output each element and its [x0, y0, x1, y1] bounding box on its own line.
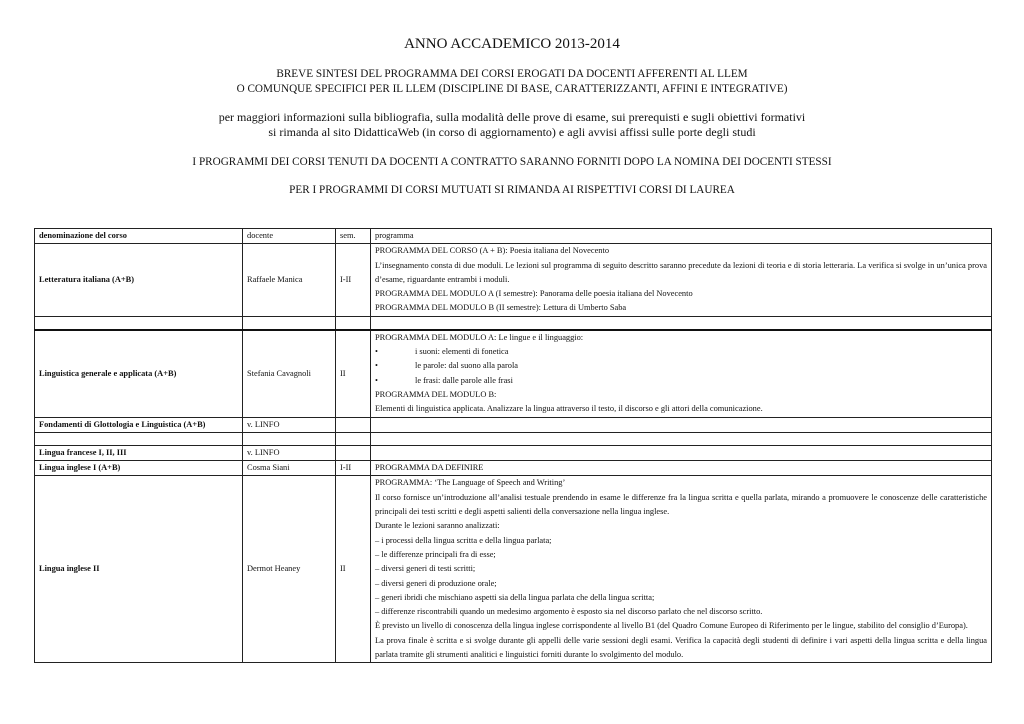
course-semester: II: [336, 476, 371, 663]
program-line: Durante le lezioni saranno analizzati:: [375, 521, 500, 531]
course-teacher: Raffaele Manica: [243, 244, 336, 316]
program-line: – le differenze principali fra di esse;: [375, 549, 496, 559]
bullet-text: le frasi: dalle parole alle frasi: [415, 375, 513, 385]
course-program: PROGRAMMA DA DEFINIRE: [371, 461, 992, 476]
program-line: È previsto un livello di conoscenza della lingua inglese corrispondente al livello B1 (del Quadro Comune Europeo di Riferimento per le lingue, stabilito del consiglio d’Europa).: [375, 621, 968, 631]
program-bullet: [375, 359, 987, 373]
course-program: [371, 417, 992, 432]
program-line: PROGRAMMA DEL MODULO A: Le lingue e il linguaggio:: [375, 332, 584, 342]
program-bullet: [375, 374, 987, 388]
table-row: [35, 461, 992, 476]
course-semester: I-II: [336, 461, 371, 476]
summary-heading-line: BREVE SINTESI DEL PROGRAMMA DEI CORSI EROGATI DA DOCENTI AFFERENTI AL LLEM: [276, 68, 748, 80]
course-name: Lingua inglese I (A+B): [35, 461, 243, 476]
header-semester: sem.: [336, 229, 371, 244]
course-semester: [336, 445, 371, 460]
course-name: Linguistica generale e applicata (A+B): [35, 330, 243, 417]
course-semester: [336, 417, 371, 432]
course-program: [371, 330, 992, 417]
course-program: [371, 445, 992, 460]
program-line: PROGRAMMA DEL MODULO A (I semestre): Panorama delle poesia italiana del Novecento: [375, 289, 693, 299]
table-header-row: [35, 229, 992, 244]
course-teacher: v. LINFO: [243, 445, 336, 460]
program-line: PROGRAMMA: ‘The Language of Speech and Writing’: [375, 478, 566, 488]
program-line: Elementi di linguistica applicata. Analizzare la lingua attraverso il testo, il discorso e gli attori della comunicazione.: [375, 404, 763, 414]
summary-heading-line: O COMUNQUE SPECIFICI PER IL LLEM (DISCIPLINE DI BASE, CARATTERIZZANTI, AFFINI E INTEGRATIVE): [236, 83, 788, 95]
contract-notice: I PROGRAMMI DEI CORSI TENUTI DA DOCENTI A CONTRATTO SARANNO FORNITI DOPO LA NOMINA DEI DOCENTI STESSI: [192, 156, 832, 168]
bullet-text: i suoni: elementi di fonetica: [415, 347, 509, 357]
spacer-row: [35, 316, 992, 330]
course-teacher: Cosma Siani: [243, 461, 336, 476]
table-row: [35, 445, 992, 460]
course-semester: II: [336, 330, 371, 417]
course-teacher: Dermot Heaney: [243, 476, 336, 663]
program-line: PROGRAMMA DEL MODULO B:: [375, 389, 497, 399]
course-teacher: Stefania Cavagnoli: [243, 330, 336, 417]
program-line: – i processi della lingua scritta e della lingua parlata;: [375, 535, 552, 545]
course-teacher: v. LINFO: [243, 417, 336, 432]
mutuati-notice: PER I PROGRAMMI DI CORSI MUTUATI SI RIMANDA AI RISPETTIVI CORSI DI LAUREA: [289, 184, 735, 196]
info-note: [0, 110, 1024, 140]
program-line: L’insegnamento consta di due moduli. Le lezioni sul programma di seguito descritto saranno precedute da lezioni di teoria e di storia letteraria. La verifica si svolge in un’unica prova d’esame, riguardante entrambi i moduli.: [375, 260, 987, 284]
info-note-line: si rimanda al sito DidatticaWeb (in corso di aggiornamento) e agli avvisi affissi sulle porte degli studi: [268, 125, 756, 139]
summary-heading: [0, 67, 1024, 97]
course-name: Lingua inglese II: [35, 476, 243, 663]
course-name: Fondamenti di Glottologia e Linguistica (A+B): [35, 417, 243, 432]
header-teacher: docente: [243, 229, 336, 244]
spacer-row: [35, 432, 992, 445]
table-row: [35, 417, 992, 432]
table-row: [35, 330, 992, 417]
courses-table: [34, 228, 992, 663]
table-row: [35, 244, 992, 316]
program-line: – diversi generi di testi scritti;: [375, 564, 476, 574]
bullet-icon: •: [375, 361, 378, 371]
bullet-text: le parole: dal suono alla parola: [415, 361, 519, 371]
program-line: PROGRAMMA DEL MODULO B (II semestre): Lettura di Umberto Saba: [375, 303, 627, 313]
course-program: [371, 476, 992, 663]
bullet-icon: •: [375, 347, 378, 357]
header-program: programma: [371, 229, 992, 244]
course-name: Letteratura italiana (A+B): [35, 244, 243, 316]
bullet-icon: •: [375, 375, 378, 385]
program-line: – generi ibridi che mischiano aspetti sia della lingua parlata che della lingua scritta;: [375, 592, 655, 602]
program-line: Il corso fornisce un’introduzione all’analisi testuale prendendo in esame le differenze fra la lingua scritta e quella parlata, mirando a promuovere le conoscenze delle caratteristiche principali dei testi scritti e degli aspetti salienti della conversazione nella lingua inglese.: [375, 492, 987, 517]
program-line: PROGRAMMA DEL CORSO (A + B): Poesia italiana del Novecento: [375, 246, 610, 256]
course-name: Lingua francese I, II, III: [35, 445, 243, 460]
course-semester: I-II: [336, 244, 371, 316]
program-line: La prova finale è scritta e si svolge durante gli appelli delle varie sessioni degli esami. Verifica la capacità degli studenti di definire i vari aspetti della lingua scritta e della lingua parlata tramite gli strumenti analitici e linguistici forniti durante lo svolgimento del modulo.: [375, 635, 987, 660]
info-note-line: per maggiori informazioni sulla bibliografia, sulla modalità delle prove di esame, sui prerequisti e sugli obiettivi formativi: [218, 110, 806, 124]
program-line: – differenze riscontrabili quando un medesimo argomento è esposto sia nel discorso parlato che nel discorso scritto.: [375, 607, 763, 617]
header-course: denominazione del corso: [35, 229, 243, 244]
course-program: [371, 244, 992, 316]
program-line: – diversi generi di produzione orale;: [375, 578, 497, 588]
table-row: [35, 476, 992, 663]
document-title: ANNO ACCADEMICO 2013-2014: [404, 36, 620, 52]
program-bullet: [375, 345, 987, 359]
